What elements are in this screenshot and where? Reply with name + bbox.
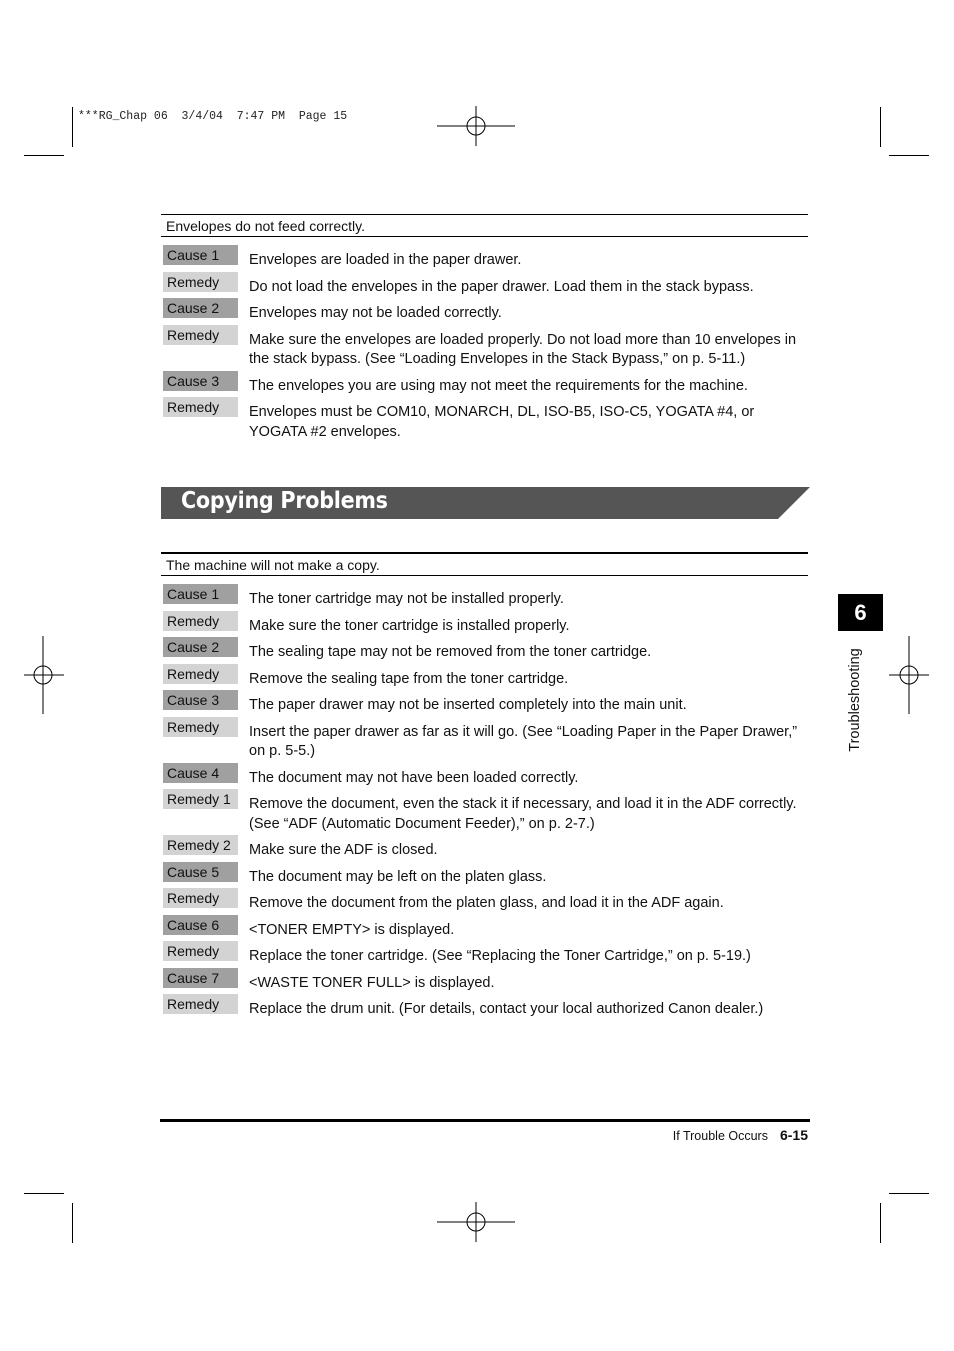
cause-text: The toner cartridge may not be installed properly. <box>249 591 564 607</box>
remedy-text: Remove the document, even the stack it if necessary, and load it in the ADF correctly. (See “ADF (Automatic Document Feeder),” on p. 2-7.) <box>249 796 797 832</box>
copy-rows <box>161 576 808 1020</box>
remedy-tag: Remedy <box>163 611 238 631</box>
page-number: 6-15 <box>779 1127 808 1143</box>
copy-section <box>161 552 808 1020</box>
registration-mark-bottom <box>437 1202 515 1242</box>
page-footer <box>673 1127 808 1143</box>
cause-row <box>161 247 808 271</box>
cause-tag: Cause 3 <box>163 690 238 710</box>
registration-mark-left <box>24 636 64 714</box>
remedy-row <box>161 399 808 442</box>
remedy-text: Make sure the ADF is closed. <box>249 842 438 858</box>
remedy-tag: Remedy <box>163 888 238 908</box>
cause-text: Envelopes may not be loaded correctly. <box>249 305 502 321</box>
section-heading: Copying Problems <box>181 488 388 514</box>
cause-tag: Cause 7 <box>163 968 238 988</box>
remedy-tag: Remedy 2 <box>163 835 238 855</box>
cause-row <box>161 586 808 610</box>
remedy-text: Make sure the envelopes are loaded properly. Do not load more than 10 envelopes in the stack bypass. (See “Loading Envelopes in the Stack Bypass,” on p. 5-11.) <box>249 331 797 367</box>
remedy-text: Replace the drum unit. (For details, contact your local authorized Canon dealer.) <box>249 1001 764 1017</box>
cause-tag: Cause 1 <box>163 584 238 604</box>
remedy-row <box>161 326 808 370</box>
remedy-row <box>161 837 808 861</box>
cause-tag: Cause 2 <box>163 637 238 657</box>
envelopes-problem-title: Envelopes do not feed correctly. <box>161 214 808 237</box>
cause-tag: Cause 2 <box>163 298 238 318</box>
remedy-row <box>161 273 808 298</box>
cause-tag: Cause 3 <box>163 371 238 391</box>
chapter-tab: 6 <box>838 594 883 631</box>
cause-tag: Cause 1 <box>163 245 238 265</box>
remedy-tag: Remedy <box>163 717 238 737</box>
remedy-text: Make sure the toner cartridge is installed properly. <box>249 617 570 634</box>
envelopes-rows <box>161 237 808 442</box>
cause-row <box>161 969 808 994</box>
cause-row <box>161 764 808 789</box>
remedy-tag: Remedy 1 <box>163 789 238 809</box>
remedy-row <box>161 943 808 967</box>
cause-text: Envelopes are loaded in the paper drawer. <box>249 252 522 268</box>
crop-mark <box>889 1193 929 1194</box>
print-header: ***RG_Chap 06 3/4/04 7:47 PM Page 15 <box>78 110 348 123</box>
cause-row <box>161 916 808 941</box>
remedy-row <box>161 718 808 762</box>
envelopes-section <box>161 214 808 442</box>
registration-mark-top <box>437 106 515 146</box>
cause-text: The document may be left on the platen glass. <box>249 868 547 885</box>
cause-text: The envelopes you are using may not meet the requirements for the machine. <box>249 377 748 394</box>
remedy-tag: Remedy <box>163 397 238 417</box>
registration-mark-right <box>889 636 929 714</box>
remedy-text: Do not load the envelopes in the paper drawer. Load them in the stack bypass. <box>249 278 754 295</box>
cause-row <box>161 300 808 324</box>
cause-row <box>161 639 808 663</box>
cause-row <box>161 692 808 716</box>
cause-text: The document may not have been loaded correctly. <box>249 769 579 786</box>
cause-row <box>161 863 808 888</box>
remedy-tag: Remedy <box>163 664 238 684</box>
remedy-row <box>161 612 808 637</box>
crop-mark <box>72 107 73 147</box>
remedy-text: Replace the toner cartridge. (See “Replacing the Toner Cartridge,” on p. 5-19.) <box>249 948 751 964</box>
cause-tag: Cause 4 <box>163 763 238 783</box>
copy-problem-title: The machine will not make a copy. <box>161 552 808 576</box>
footer-section-label: If Trouble Occurs <box>672 1129 768 1143</box>
remedy-row <box>161 665 808 690</box>
remedy-tag: Remedy <box>163 941 238 961</box>
cause-text: <WASTE TONER FULL> is displayed. <box>249 974 495 991</box>
crop-mark <box>880 1203 881 1243</box>
cause-text: The sealing tape may not be removed from the toner cartridge. <box>249 644 652 660</box>
side-section-label: Troubleshooting <box>847 648 863 752</box>
copying-problems-heading <box>161 487 810 519</box>
remedy-text: Envelopes must be COM10, MONARCH, DL, ISO-B5, ISO-C5, YOGATA #4, or YOGATA #2 envelopes. <box>249 404 755 440</box>
crop-mark <box>72 1203 73 1243</box>
crop-mark <box>24 155 64 156</box>
remedy-text: Insert the paper drawer as far as it will go. (See “Loading Paper in the Paper Drawer,” on p. 5-5.) <box>249 723 798 759</box>
cause-tag: Cause 6 <box>163 915 238 935</box>
remedy-row <box>161 996 808 1020</box>
cause-text: The paper drawer may not be inserted completely into the main unit. <box>249 697 687 713</box>
remedy-text: Remove the document from the platen glass, and load it in the ADF again. <box>249 895 724 911</box>
crop-mark <box>24 1193 64 1194</box>
cause-row <box>161 372 808 397</box>
remedy-tag: Remedy <box>163 325 238 345</box>
crop-mark <box>880 107 881 147</box>
remedy-tag: Remedy <box>163 994 238 1014</box>
remedy-tag: Remedy <box>163 272 238 292</box>
footer-rule <box>160 1119 810 1122</box>
remedy-row <box>161 791 808 834</box>
remedy-text: Remove the sealing tape from the toner cartridge. <box>249 670 569 687</box>
remedy-row <box>161 890 808 914</box>
cause-tag: Cause 5 <box>163 862 238 882</box>
crop-mark <box>889 155 929 156</box>
cause-text: <TONER EMPTY> is displayed. <box>249 921 455 938</box>
